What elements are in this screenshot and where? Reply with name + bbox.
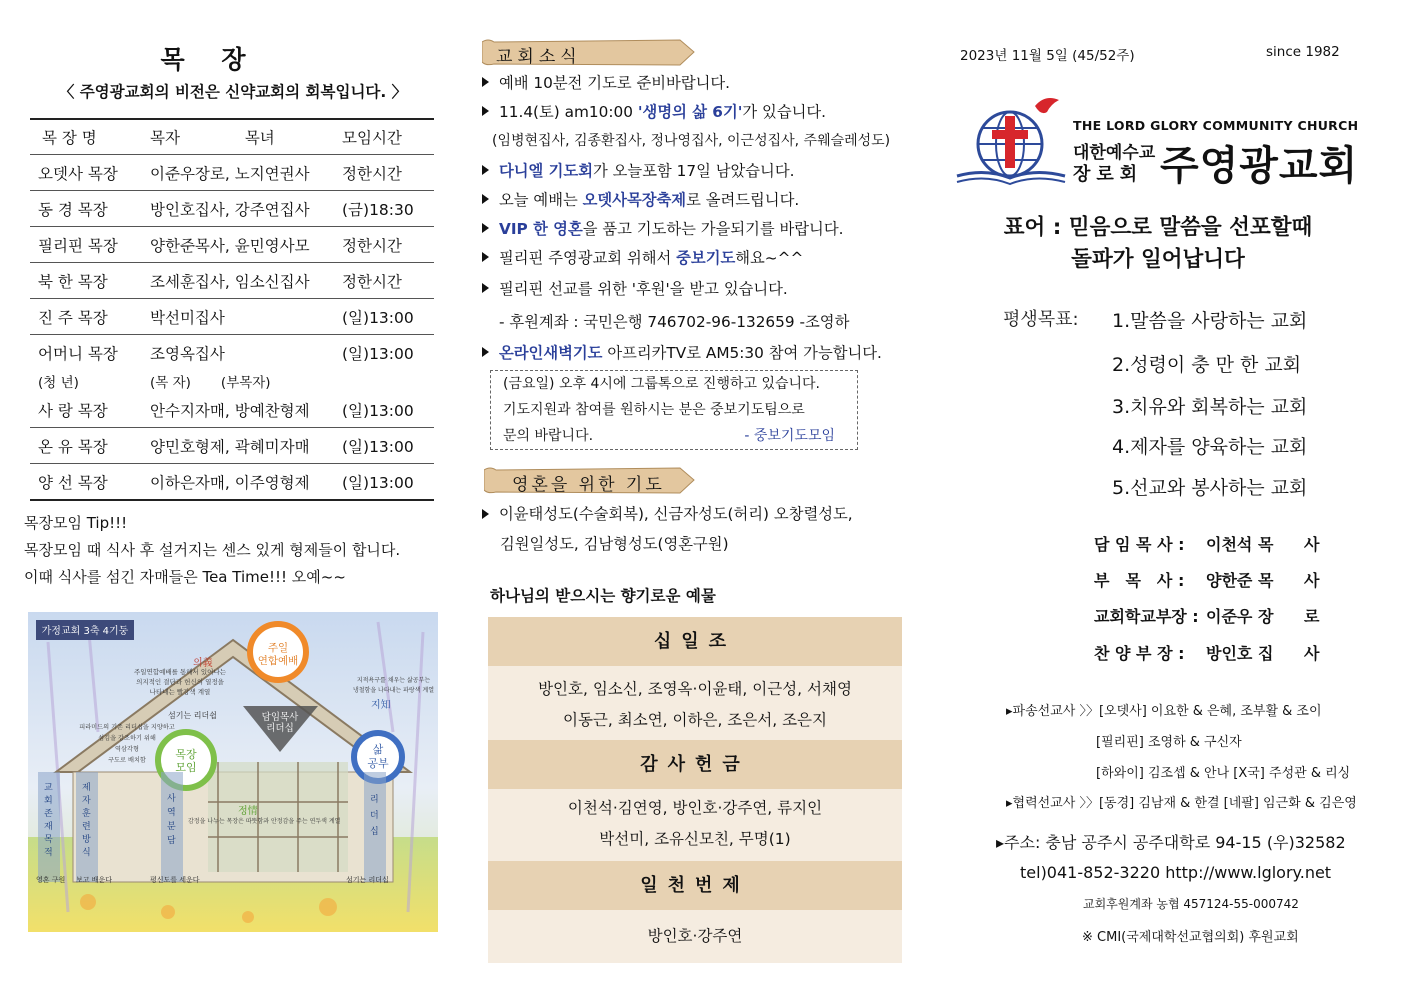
triangle-bullet-icon [482, 347, 489, 357]
mokjang-table [30, 118, 434, 501]
missionary-line: [필리핀] 조영하 & 구신자 [1096, 735, 1242, 750]
table-row: 북 한 목장 조세훈집사, 임소신집사 정한시간 [30, 263, 434, 299]
foot-serving: 섬기는 리더십 [346, 876, 389, 884]
denomination-line1: 대한예수교 [1073, 143, 1156, 163]
news-item: 온라인새벽기도 아프리카TV로 AM5:30 참여 가능합니다. [482, 341, 882, 363]
goal-item: 3.치유와 회복하는 교회 [1112, 396, 1308, 418]
tithe-header: 십일조 [488, 617, 902, 666]
will-label: 의義 [193, 658, 213, 669]
intercession-box: (금요일) 오후 4시에 그룹톡으로 진행하고 있습니다. 기도지원과 참여를 원하시는 분은 중보기도팀으로 문의 바랍니다. - 중보기도모임 [490, 370, 858, 450]
staff-row: 교회학교부장 : 이준우 장 로 [1094, 607, 1320, 626]
news-account: - 후원계좌 : 국민은행 746702-96-132659 -조영하 [499, 313, 850, 331]
foot-laity: 평신도를 세운다 [150, 876, 200, 884]
news-item: 예배 10분전 기도로 준비바랍니다. [482, 71, 730, 93]
table-row: 어머니 목장 조영옥집사 (일)13:00 [38, 344, 414, 363]
table-header [30, 119, 434, 155]
goal-item: 2.성령이 충 만 한 교회 [1112, 354, 1302, 376]
illustration-tag: 가정교회 3축 4기둥 [41, 626, 129, 637]
header-time: 모임시간 [334, 119, 434, 155]
tip-line: 목장모임 때 식사 후 설거지는 센스 있게 형제들이 합니다. [24, 541, 401, 559]
triangle-bullet-icon [482, 194, 489, 204]
tithe-names: 방인호, 임소신, 조영옥·이윤태, 이근성, 서채영 이동근, 최소연, 이하은, 조은서, 조은지 [488, 666, 902, 740]
cmi-note: ※ CMI(국제대학선교협의회) 후원교회 [1082, 930, 1299, 945]
vision-statement: 〈 주영광교회의 비전은 신약교회의 회복입니다. 〉 [58, 83, 408, 101]
tip-title: 목장모임 Tip!!! [24, 514, 128, 532]
prayer-list: 이윤태성도(수술회복), 신금자성도(허리) 오창렬성도, 김원일성도, 김남형성도(영혼구원) [482, 499, 853, 559]
news-item: VIP 한 영혼을 품고 기도하는 가을되기를 바랍니다. [482, 217, 843, 239]
offering-title: 하나님의 받으시는 향기로운 예물 [490, 587, 716, 605]
pillar-ministry: 사역분담 [167, 794, 176, 846]
mokjang-tip [24, 510, 444, 591]
news-banner [482, 38, 696, 67]
triangle-bullet-icon [482, 223, 489, 233]
goal-item: 4.제자를 양육하는 교회 [1112, 436, 1308, 458]
staff-row: 찬 양 부 장 : 방인호 집 사 [1094, 644, 1320, 663]
pastor-leadership-label: 담임목사 리더십 [261, 712, 299, 734]
news-item: 오늘 예배는 오뎃사목장축제로 올려드립니다. [482, 188, 799, 210]
thanks-header: 감사헌금 [488, 740, 902, 789]
offering-table [488, 617, 902, 963]
lifetime-goal-label: 평생목표: [1003, 309, 1079, 330]
triangle-bullet-icon [482, 77, 489, 87]
bulletin-date: 2023년 11월 5일 (45/52주) [960, 48, 1135, 64]
missionary-line: ▸파송선교사 〉〉[오뎃사] 이요한 & 은혜, 조부활 & 조이 [1006, 704, 1322, 719]
news-item: 필리핀 주영광교회 위해서 중보기도해요~^^ [482, 246, 803, 268]
table-row: 필리핀 목장 양한준목사, 윤민영사모 정한시간 [30, 227, 434, 263]
triangle-bullet-icon [482, 252, 489, 262]
knowledge-label: 지知 [371, 700, 391, 711]
news-item: 11.4(토) am10:00 '생명의 삶 6기'가 있습니다. [482, 100, 826, 122]
since-year: since 1982 [1266, 44, 1340, 60]
table-row: 오뎃사 목장 이준우장로, 노지연권사 정한시간 [30, 155, 434, 191]
table-row: 온 유 목장 양민호형제, 곽혜미자매 (일)13:00 [30, 428, 434, 464]
triangle-bullet-icon [482, 509, 489, 519]
header-moknyeo: 목녀 [244, 129, 275, 147]
tip-line: 이때 식사를 섬긴 자매들은 Tea Time!!! 오예~~ [24, 568, 346, 586]
prayer-banner [484, 466, 696, 495]
mokjang-title: 목 장 [160, 45, 260, 74]
header-mokja: 목자 [150, 129, 180, 147]
church-contact: tel)041-852-3220 http://www.lglory.net [1020, 863, 1332, 882]
church-name-english: THE LORD GLORY COMMUNITY CHURCH [1073, 118, 1359, 133]
staff-row: 부 목 사 : 양한준 목 사 [1094, 571, 1320, 590]
table-row: 동 경 목장 방인호집사, 강주연집사 (금)18:30 [30, 191, 434, 227]
missionary-line: ▸협력선교사 〉〉[동경] 김남재 & 한결 [네팔] 임근화 & 김은영 [1006, 796, 1357, 811]
church-address: ▸주소: 충남 공주시 공주대학로 94-15 (우)32582 [996, 833, 1346, 852]
header-mokjang-name: 목 장 명 [30, 119, 142, 155]
cell-caption: 감정을 나누는 목장은 따뜻함과 안정감을 주는 연두색 계열 [188, 818, 341, 825]
cell-meeting-label: 목장 모임 [175, 748, 197, 774]
news-item: 필리핀 선교를 위한 '후원'을 받고 있습니다. [482, 277, 788, 299]
serving-leadership-caption: 섬기는 리더쉽 [168, 711, 217, 720]
pillar-purpose: 교회존재목적 [44, 783, 53, 858]
goal-item: 5.선교와 봉사하는 교회 [1112, 477, 1308, 499]
table-row: 사 랑 목장 안수지자매, 방예찬형제 (일)13:00 [30, 392, 434, 428]
motto: 표어 : 믿음으로 말씀을 선포할때 돌파가 일어납니다 [1003, 215, 1313, 272]
emotion-label: 정情 [238, 806, 258, 817]
pillar-leadership: 리더십 [370, 795, 379, 837]
news-title: 교회소식 [496, 47, 582, 67]
worship-caption: 주일연합예배를 통해서 있어나는 의지적인 결단과 헌신의 열정을 나타내는 빨강색 계열 [133, 668, 227, 696]
foot-salvation: 영혼 구원 [36, 876, 66, 884]
study-caption: 지적욕구를 채우는 삶공부는 냉철함을 나타내는 파랑색 계열 [352, 677, 435, 694]
news-item-names: (임병현집사, 김종환집사, 정나영집사, 이근성집사, 주웨슬레성도) [492, 133, 891, 149]
globe-cross-logo-icon [955, 92, 1070, 187]
denomination-line2: 장로회 [1073, 164, 1144, 185]
support-account: 교회후원계좌 농협 457124-55-000742 [1083, 897, 1299, 911]
missionary-line: [하와이] 김조셉 & 안나 [X국] 주성관 & 리싱 [1096, 766, 1351, 781]
house-church-illustration [28, 612, 438, 932]
thanks-names: 이천석·김연영, 방인호·강주연, 류지인 박선미, 조유신모친, 무명(1) [488, 789, 902, 861]
triangle-bullet-icon [482, 165, 489, 175]
foot-learn: 보고 배운다 [76, 876, 113, 884]
pyramid-caption: 피라미드의 기존 리더십을 지양하고 섬김을 강조하기 위해 역삼각형 구도로 배치함 [79, 724, 175, 764]
staff-row: 담 임 목 사 : 이천석 목 사 [1094, 535, 1320, 554]
thousand-header: 일천번제 [488, 861, 902, 910]
goal-item: 1.말씀을 사랑하는 교회 [1112, 310, 1308, 332]
intercession-signature: - 중보기도모임 [744, 428, 835, 444]
triangle-bullet-icon [482, 106, 489, 116]
life-study-label: 삶 공부 [367, 743, 389, 770]
table-row: 양 선 목장 이하은자매, 이주영형제 (일)13:00 [30, 464, 434, 501]
table-row: 진 주 목장 박선미집사 (일)13:00 [30, 299, 434, 335]
youth-header: (청 년) (목 자) (부목자) [38, 375, 271, 391]
church-logo [955, 92, 1070, 187]
pillar-discipleship: 제자훈련방식 [82, 783, 91, 858]
sunday-worship-label: 주일 연합예배 [257, 642, 299, 667]
prayer-title: 영혼을 위한 기도 [512, 475, 665, 495]
triangle-bullet-icon [482, 283, 489, 293]
church-name-korean: 주영광교회 [1160, 143, 1359, 189]
news-item: 다니엘 기도회가 오늘포함 17일 남았습니다. [482, 159, 794, 181]
thousand-names: 방인호·강주연 [488, 910, 902, 963]
